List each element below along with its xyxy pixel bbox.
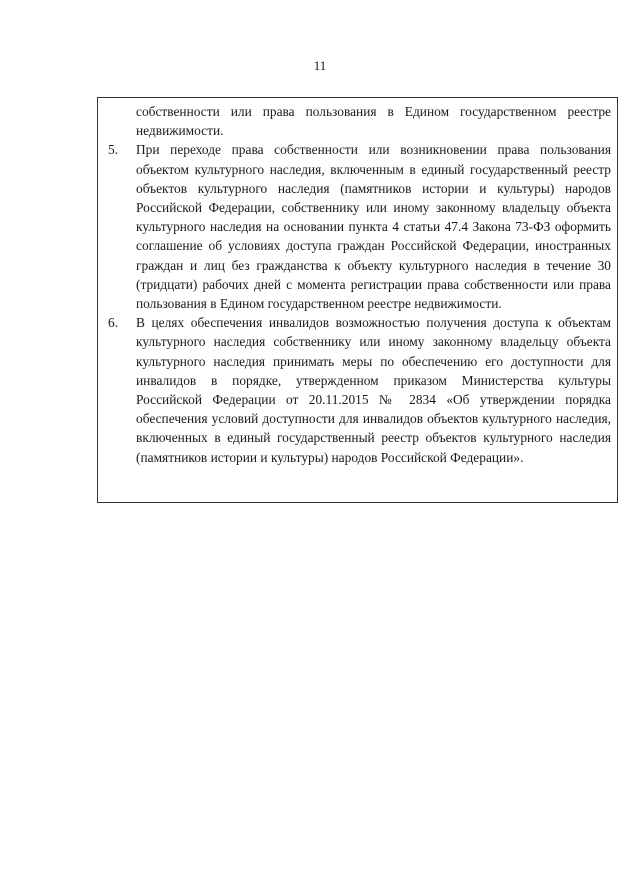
continuation-paragraph: собственности или права пользования в Едином государственном реестре недвижимости. — [136, 104, 611, 139]
list-item-number: 6. — [108, 315, 119, 331]
text-frame — [97, 97, 618, 503]
list-item-6 — [108, 313, 611, 467]
list-item-5 — [108, 140, 611, 313]
list-item-text: В целях обеспечения инвалидов возможностью получения доступа к объектам культурного наследия собственнику или иному законному владельцу объекта культурного наследия принимать меры по обеспечению его доступности для инвалидов в порядке, утвержденном приказом Министерства культуры Российской Федерации от 20.11.2015 № 2834 «Об утверждении порядка обеспечения условий доступности для инвалидов объектов культурного наследия, включенных в единый государственный реестр объектов культурного наследия (памятников истории и культуры) народов Российской Федерации». — [136, 315, 611, 465]
page-number: 11 — [313, 58, 327, 73]
list-item-number: 5. — [108, 142, 119, 158]
list-item-text: При переходе права собственности или возникновении права пользования объектом культурного наследия, включенным в единый государственный реестр объектов культурного наследия (памятников истории и культуры) народов Российской Федерации, собственнику или иному законному владельцу объекта культурного наследия на основании пункта 4 статьи 47.4 Закона 73-ФЗ оформить соглашение об условиях доступа граждан Российской Федерации, иностранных граждан и лиц без гражданства к объекту культурного наследия в течение 30 (тридцати) рабочих дней с момента регистрации права собственности или права пользования в Едином государственном реестре недвижимости. — [136, 142, 611, 312]
